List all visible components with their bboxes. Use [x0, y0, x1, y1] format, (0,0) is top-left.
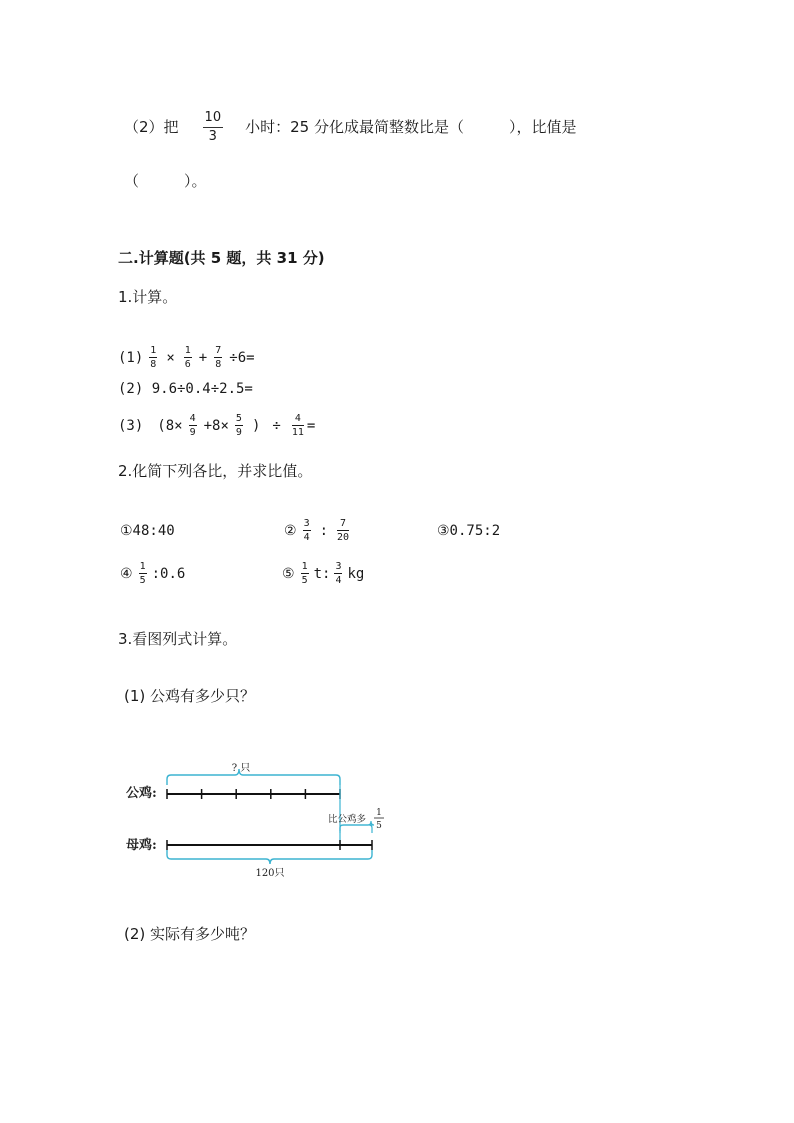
- item3-tail: =: [306, 417, 316, 434]
- item3-label: (3): [118, 417, 144, 434]
- ratio2-sep: :: [319, 522, 329, 539]
- hen-label: 母鸡:: [126, 838, 157, 853]
- item1-op2: +: [198, 349, 208, 366]
- problem3-sub1: (1) 公鸡有多少只？: [124, 687, 256, 705]
- item1-op1: ×: [166, 349, 175, 366]
- rooster-label: 公鸡:: [126, 786, 157, 801]
- problem2-title: 2.化简下列各比，并求比值。: [118, 462, 313, 480]
- q2-part-line1: [124, 110, 576, 144]
- item1-frac1: $\frac{1}{8}$: [150, 345, 157, 370]
- item3-mid: +8×: [203, 417, 229, 434]
- item3-frac1: $\frac{4}{9}$: [189, 413, 196, 438]
- rooster-brace: [167, 769, 340, 785]
- problem3-title: 3.看图列式计算。: [118, 630, 238, 648]
- total-brace: [167, 850, 372, 864]
- problem1-item2: (2) 9.6÷0.4÷2.5=: [118, 381, 253, 397]
- q2-fraction: [203, 110, 224, 144]
- section-title: 二.计算题(共 5 题，共 31 分): [118, 249, 325, 267]
- q2-frac-den: 3: [208, 129, 217, 144]
- ratio-1: ①48:40: [120, 523, 175, 539]
- ratio4-mark: ④: [120, 565, 133, 582]
- question-label: ? 只: [231, 763, 251, 774]
- item3-frac3: $\frac{4}{11}$: [291, 413, 304, 438]
- ratio-5: ⑤ $\frac{1}{5}$ t: $\frac{3}{4}$ kg: [282, 561, 365, 586]
- item3-open: (8×: [157, 417, 183, 434]
- problem1-item3: [118, 413, 315, 438]
- ratio5-mark: ⑤: [282, 565, 295, 582]
- item3-frac2: $\frac{5}{9}$: [235, 413, 242, 438]
- item1-tail: ÷6=: [229, 349, 255, 366]
- line-segment-diagram: [120, 755, 400, 880]
- q2-prefix: （2）把: [124, 118, 179, 136]
- q2-part-line2: （ ）。: [124, 172, 207, 190]
- q2-frac-num: 10: [203, 110, 224, 128]
- ratio2-mark: ②: [284, 522, 297, 539]
- problem3-sub2: (2) 实际有多少吨？: [124, 925, 256, 943]
- ratio5-unit2: kg: [347, 565, 365, 582]
- more-frac-num: 1: [376, 808, 382, 818]
- item1-label: (1): [118, 349, 144, 366]
- item1-frac2: $\frac{1}{6}$: [184, 345, 191, 370]
- problem1-item1: [118, 345, 255, 370]
- q2-middle: 小时：25 分化成最简整数比是（ ），比值是: [245, 118, 577, 136]
- problem1-title: 1.计算。: [118, 288, 178, 306]
- ratio-4: ④ $\frac{1}{5}$ :0.6: [120, 561, 186, 586]
- total-label: 120只: [255, 868, 285, 879]
- more-label: 比公鸡多: [328, 814, 367, 825]
- ratio-2: ② $\frac{3}{4}$ : $\frac{7}{20}$: [284, 518, 350, 543]
- item3-op: ÷: [272, 417, 281, 434]
- ratio4-rest: :0.6: [151, 565, 186, 582]
- item3-close: ): [251, 417, 261, 434]
- ratio-3: ③0.75:2: [437, 523, 501, 539]
- item1-frac3: $\frac{7}{8}$: [215, 345, 222, 370]
- more-frac-den: 5: [376, 821, 382, 831]
- ratio5-unit1: t:: [313, 565, 331, 582]
